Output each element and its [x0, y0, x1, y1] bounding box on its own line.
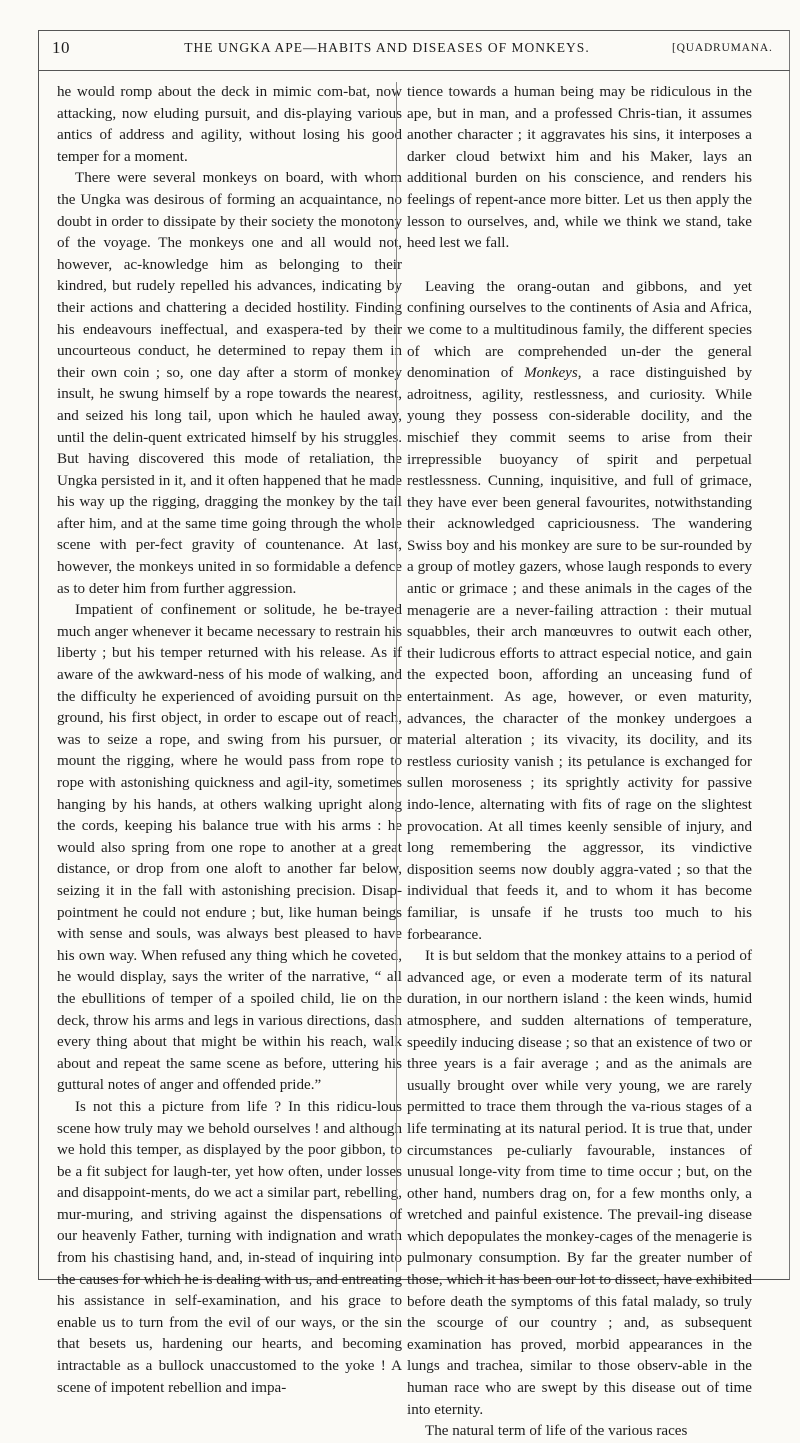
paragraph: It is but seldom that the monkey attains to a period of advanced age, or even a moderate term of its natural duration, in our northern island : the keen winds, humid atmosphere, and sudden alternations of temperature, speedily inducing disease ; so that an existence of two or three years is a fair average ; and as the animals are usually brought over while very young, we are rarely permitted to trace them through the va-rious stages of a life terminating at its natural period. It is true that, under circumstances pe-culiarly favourable, instances of unusual longe-vity from time to time occur ; but, on the other hand, numbers drag on, for a few months only, a wretched and painful existence. The prevail-ing disease which depopulates the monkey-cages of the menagerie is pulmonary consumption. By far the greater number of those, which it has been our lot to dissect, have exhibited before death the symptoms of this fatal malady, so truly the scourge of our country ; and, as subsequent examination has proved, morbid appearances in the lungs and trachea, similar to those observ-able in the human race who are swept by this disease out of time into eternity.	[407, 948, 752, 1418]
page-number: 10	[52, 38, 70, 57]
paragraph: The natural term of life of the various races	[425, 1423, 688, 1440]
paragraph: he would romp about the deck in mimic com-bat, now attacking, now eluding pursuit, and dis-playing various antics of address and agility, without losing his good temper for a moment.	[57, 84, 402, 165]
header-rule	[38, 70, 790, 71]
running-head	[38, 34, 790, 62]
emphasis: Monkeys	[524, 365, 578, 382]
paragraph: tience towards a human being may be ridiculous in the ape, but in man, and a professed Chris-tian, it assumes another character ; it aggravates his sins, it interposes a darker cloud betwixt him and his Maker, lays an additional burden on his conscience, and renders his feelings of repent-ance more bitter. Let us then apply the lesson to ourselves, and, while we think we stand, take heed lest we fall.	[407, 84, 752, 252]
left-column	[57, 82, 402, 1399]
section-label: [QUADRUMANA.	[672, 42, 773, 54]
running-title: THE UNGKA APE—HABITS AND DISEASES OF MONKEYS.	[184, 40, 590, 55]
paragraph: Impatient of confinement or solitude, he be-trayed much anger whenever it became necessary to restrain his liberty ; but his temper returned with his release. As if aware of the awkward-ness of his mode of walking, and the difficulty he experienced of avoiding pursuit on the ground, his first object, in order to escape out of reach, was to seize a rope, and swing from his pursuer, or mount the rigging, where he would pass from rope to rope with astonishing quickness and agil-ity, sometimes hanging by his hands, at others walking upright along the cords, keeping his balance true with his arms : he would also spring from one rope to another at a great distance, or drop from one aloft to another far below, seizing it in the fall with astonishing precision. Disap-pointment he could not endure ; but, like human beings with sense and souls, was always best pleased to have his own way. When refused any thing which he coveted, he would display, says the writer of the narrative, “ all the ebullitions of temper of a spoiled child, lie on the deck, throw his arms and legs in various directions, dash every thing about that might be within his reach, walk about and repeat the same scene as before, uttering his guttural notes of anger and offended pride.”	[57, 602, 402, 1094]
paragraph: Leaving the orang-outan and gibbons, and yet confining ourselves to the continents of Asia and Africa, we come to a multitudinous family, the different species of which are comprehended un-der the general denomination of Monkeys, a race distinguished by adroitness, agility, restlessness, and curiosity. While young they possess con-siderable docility, and the mischief they commit seems to arise from their irrepressible buoyancy of spirit and perpetual restlessness. Cunning, inquisitive, and full of grimace, they have ever been general favourites, notwithstanding their acknowledged capriciousness. The wandering Swiss boy and his monkey are sure to be sur-rounded by a group of motley gazers, whose laugh responds to every antic or grimace ; and these animals in the cages of the menagerie are a never-failing attraction : their mutual squabbles, their arch manœuvres to outwit each other, their ludicrous efforts to attract especial notice, and gain the expected boon, affording an unceasing fund of entertainment. As age, however, or even maturity, advances, the character of the monkey undergoes a material alteration ; its vivacity, its docility, and its restless curiosity vanish ; its petulance is exchanged for sullen moroseness ; its sprightly activity for passive indo-lence, alternating with fits of rage on the slightest provocation. At all times keenly sensible of injury, and long remembering the aggressor, its vindictive disposition seems now doubly aggra-vated ; so that the individual that feeds it, and to whom it has become familiar, is unsafe if he trusts too much to his forbearance.	[407, 278, 752, 943]
paragraph: Is not this a picture from life ? In this ridicu-lous scene how truly may we behold ourselves ! and although we hold this temper, as displayed by the poor gibbon, to be a fit subject for laugh-ter, yet how often, under losses and disappoint-ments, do we act a similar part, rebelling, mur-muring, and striving against the dispensations of our heavenly Father, turning with indignation and wrath from his chastising hand, and, in-stead of inquiring into the causes for which he is dealing with us, and entreating his assistance in self-examination, and his grace to enable us to turn from the evil of our ways, or the sin that besets us, hardening our hearts, and becoming intractable as a bullock unaccustomed to the yoke ! A scene of impotent rebellion and impa-	[57, 1098, 402, 1396]
paragraph: There were several monkeys on board, with whom the Ungka was desirous of forming an acquaintance, no doubt in order to dissipate by their society the monotony of the voyage. The monkeys one and all would not, however, ac-knowledge him as belonging to their kindred, but rudely repelled his advances, indicating by their actions and chattering a decided hostility. Finding his endeavours ineffectual, and exaspera-ted by their uncourteous conduct, he determined to repay them in their own coin ; so, one day after a storm of monkey insult, he swung himself by a rope towards the nearest, and seized his long tail, upon which he hauled away, until the delin-quent extricated himself by his struggles. But having discovered this mode of retaliation, the Ungka persisted in it, and it often happened that he made his way up the rigging, dragging the monkey by the tail after him, and at the same time going through the whole scene with per-fect gravity of countenance. At last, however, the monkeys united in so formidable a defence as to deter him from further aggression.	[57, 170, 402, 597]
right-column	[407, 82, 752, 1443]
column-divider	[396, 82, 397, 1272]
